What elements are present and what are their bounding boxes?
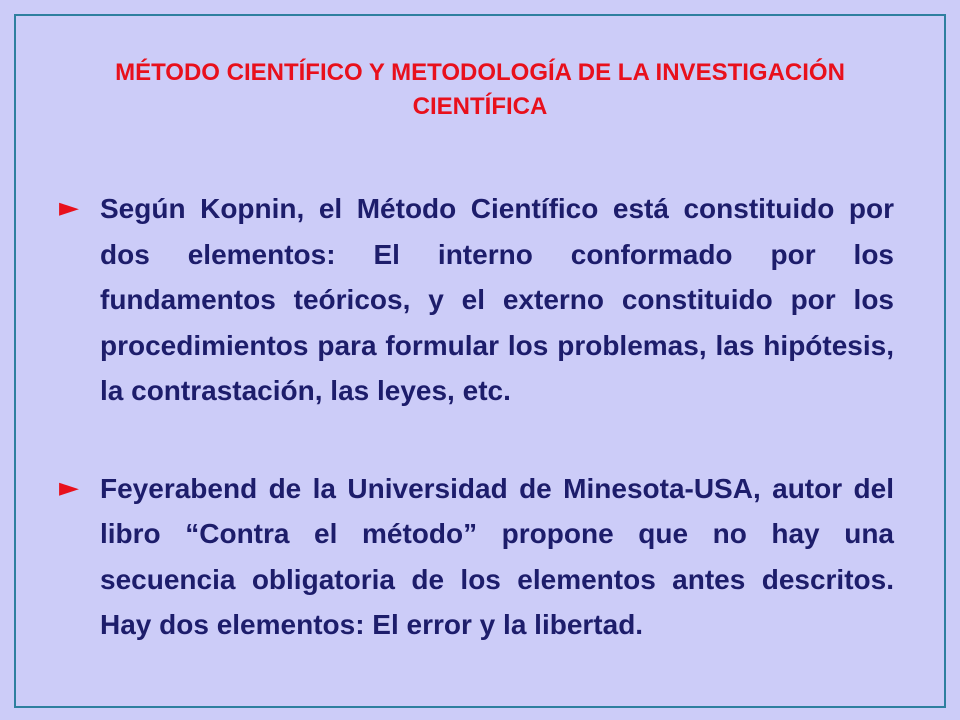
bullet-text: Feyerabend de la Universidad de Minesota-USA, autor del libro “Contra el método” propone que no hay una secuencia obligatoria de los elementos antes descritos. Hay dos elementos: El error y la libertad. [100, 472, 894, 640]
bullet-marker-icon: ► [59, 193, 79, 223]
slide-title: MÉTODO CIENTÍFICO Y METODOLOGÍA DE LA INVESTIGACIÓN CIENTÍFICA [115, 59, 845, 120]
bullet-kopnin [52, 186, 894, 414]
bullet-list [52, 186, 894, 648]
bullet-marker-icon: ► [59, 472, 79, 503]
bullet-feyerabend [52, 466, 894, 648]
bullet-text: Según Kopnin, el Método Científico está constituido por dos elementos: El interno conformado por los fundamentos teóricos, y el externo constituido por los procedimientos para formular los problemas, las hipótesis, la contrastación, las leyes, etc. [100, 193, 894, 406]
